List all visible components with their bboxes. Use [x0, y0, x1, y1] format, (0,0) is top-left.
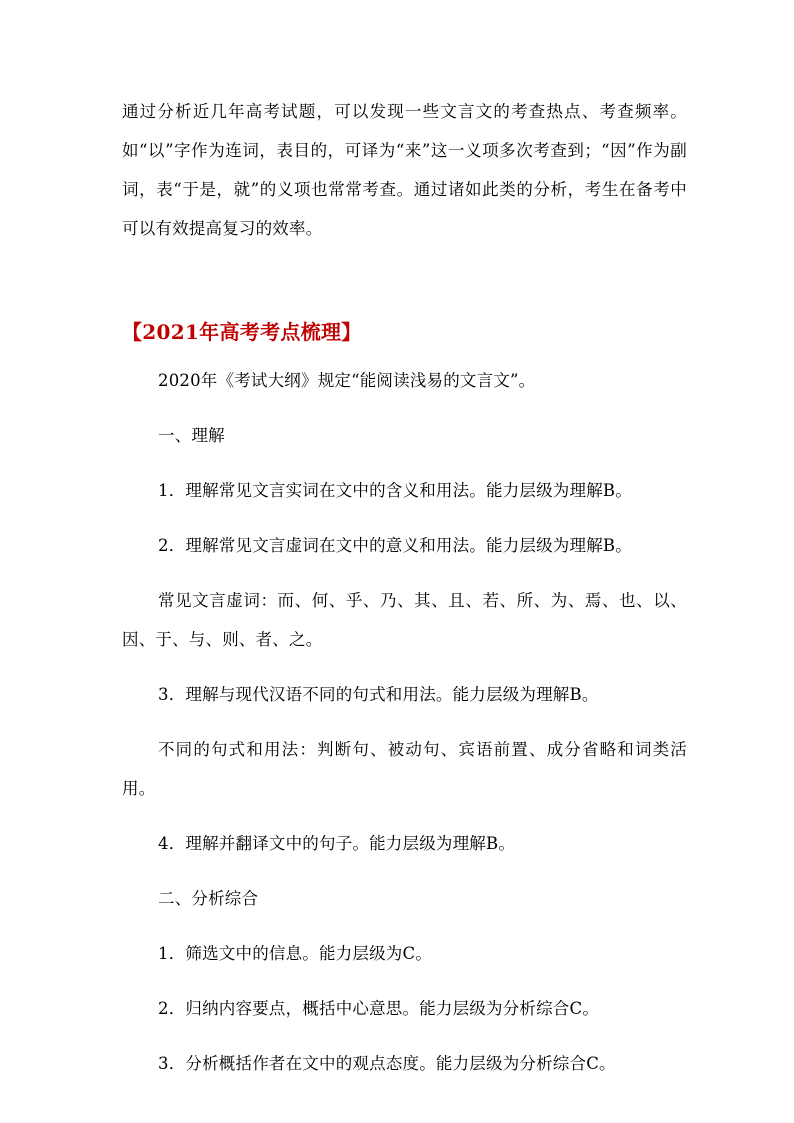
function-words-paragraph: 常见文言虚词：而、何、乎、乃、其、且、若、所、为、焉、也、以、因、于、与、则、者、之。: [122, 591, 687, 649]
list-item: 3．理解与现代汉语不同的句式和用法。能力层级为理解B。: [158, 685, 599, 704]
exam-outline-line: 2020年《考试大纲》规定“能阅读浅易的文言文”。: [158, 371, 536, 390]
intro-paragraph: 通过分析近几年高考试题，可以发现一些文言文的考查热点、考查频率。如“以”字作为连词，表目的，可译为“来”这一义项多次考查到；“因”作为副词，表“于是，就”的义项也常常考查。通过诸如此类的分析，考生在备考中可以有效提高复习的效率。: [122, 102, 687, 238]
document-body: [122, 92, 687, 1083]
section-title-analysis: 二、分析综合: [158, 889, 259, 908]
section-title-understanding: 一、理解: [158, 426, 225, 445]
list-item: 4．理解并翻译文中的句子。能力层级为理解B。: [158, 834, 516, 853]
list-item: 1．筛选文中的信息。能力层级为C。: [158, 944, 433, 963]
list-item: 2．理解常见文言虚词在文中的意义和用法。能力层级为理解B。: [158, 536, 632, 555]
list-item: 1．理解常见文言实词在文中的含义和用法。能力层级为理解B。: [158, 481, 632, 500]
list-item: 3．分析概括作者在文中的观点态度。能力层级为分析综合C。: [158, 1054, 616, 1073]
sentence-patterns-paragraph: 不同的句式和用法：判断句、被动句、宾语前置、成分省略和词类活用。: [122, 740, 687, 798]
list-item: 2．归纳内容要点，概括中心意思。能力层级为分析综合C。: [158, 999, 600, 1018]
section-heading: 【2021年高考考点梳理】: [122, 320, 362, 344]
